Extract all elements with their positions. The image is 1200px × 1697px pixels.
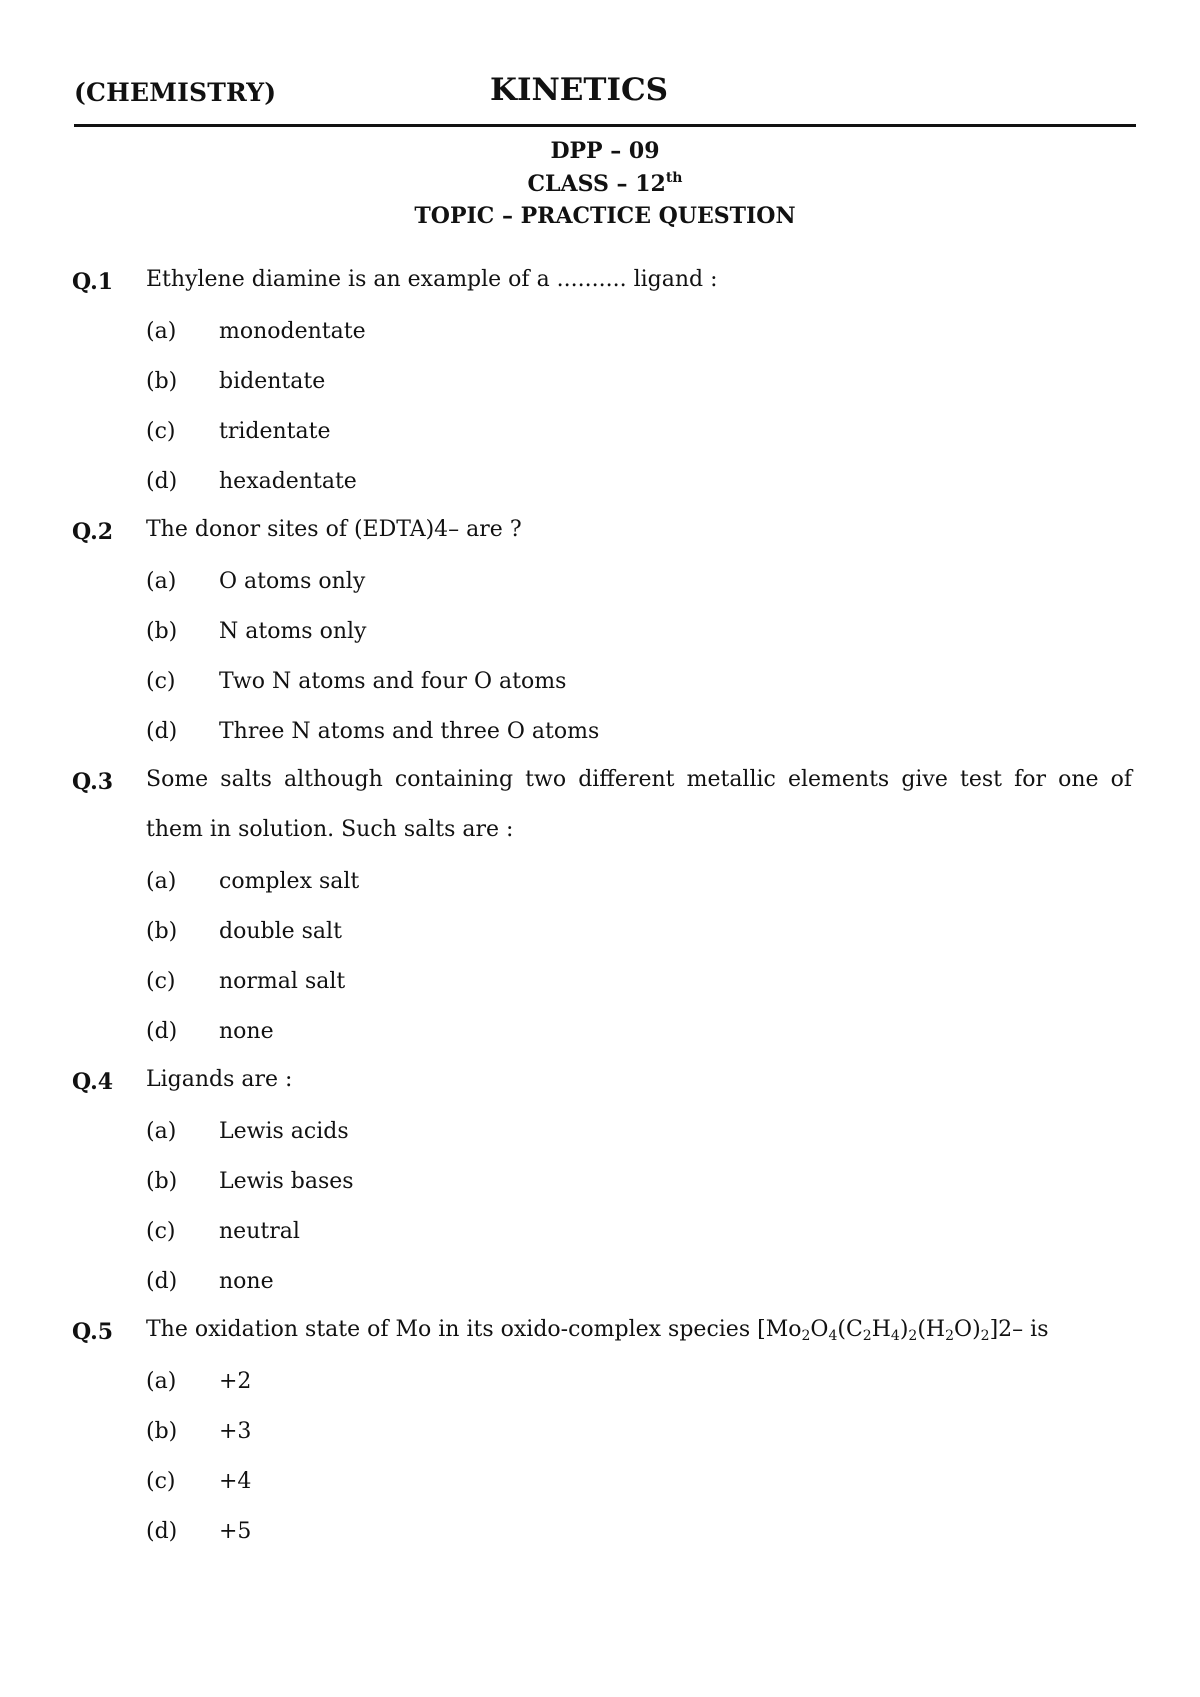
header-divider	[74, 124, 1136, 127]
option-letter: (c)	[146, 1469, 176, 1494]
option-letter: (a)	[146, 1119, 177, 1144]
option-letter: (d)	[146, 1019, 178, 1044]
page-title: KINETICS	[490, 72, 669, 108]
option-text: complex salt	[219, 869, 360, 894]
option-letter: (b)	[146, 619, 178, 644]
option-letter: (b)	[146, 369, 178, 394]
question-number: Q.3	[72, 769, 114, 795]
option-text: tridentate	[219, 419, 331, 444]
option-letter: (d)	[146, 1269, 178, 1294]
option-letter: (d)	[146, 719, 178, 744]
option-text: Three N atoms and three O atoms	[219, 719, 600, 744]
option-text: normal salt	[219, 969, 346, 994]
option-letter: (b)	[146, 1419, 178, 1444]
question-text: The donor sites of (EDTA)4– are ?	[146, 517, 522, 542]
option-text: hexadentate	[219, 469, 357, 494]
topic-label: TOPIC – PRACTICE QUESTION	[414, 203, 796, 229]
question-text-prefix: The oxidation state of Mo in its oxido-complex species	[146, 1317, 758, 1342]
option-text: none	[219, 1019, 274, 1044]
option-text: +5	[219, 1519, 252, 1544]
subject-label: (CHEMISTRY)	[74, 78, 277, 107]
option-letter: (c)	[146, 1219, 176, 1244]
dpp-label: DPP – 09	[550, 138, 660, 164]
option-text: Lewis acids	[219, 1119, 349, 1144]
option-letter: (a)	[146, 569, 177, 594]
option-text: +3	[219, 1419, 252, 1444]
option-text: double salt	[219, 919, 342, 944]
question-text: Ligands are :	[146, 1067, 293, 1092]
option-letter: (d)	[146, 469, 178, 494]
question-number: Q.5	[72, 1319, 114, 1345]
class-text: CLASS – 12	[527, 171, 666, 197]
option-letter: (c)	[146, 669, 176, 694]
option-text: Lewis bases	[219, 1169, 354, 1194]
question-text: Some salts although containing two different metallic elements give test for one of them in solution. Such salts are :	[146, 767, 1132, 842]
option-text: N atoms only	[219, 619, 367, 644]
option-text: bidentate	[219, 369, 326, 394]
option-text: +4	[219, 1469, 252, 1494]
option-letter: (b)	[146, 919, 178, 944]
question-text	[146, 1305, 1132, 1361]
class-suffix: th	[665, 170, 683, 186]
question-number: Q.1	[72, 269, 114, 295]
option-letter: (d)	[146, 1519, 178, 1544]
option-text: Two N atoms and four O atoms	[219, 669, 567, 694]
option-text: +2	[219, 1369, 252, 1394]
option-text: none	[219, 1269, 274, 1294]
option-letter: (c)	[146, 969, 176, 994]
option-letter: (a)	[146, 869, 177, 894]
question-text: Ethylene diamine is an example of a .......... ligand :	[146, 267, 718, 292]
question-number: Q.2	[72, 519, 114, 545]
option-letter: (a)	[146, 1369, 177, 1394]
class-label	[0, 170, 1200, 197]
option-text: monodentate	[219, 319, 366, 344]
question-number: Q.4	[72, 1069, 114, 1095]
option-letter: (c)	[146, 419, 176, 444]
option-letter: (a)	[146, 319, 177, 344]
option-letter: (b)	[146, 1169, 178, 1194]
option-text: O atoms only	[219, 569, 366, 594]
chemical-formula: $[Mo_2O_4(C_2H_4)_2(H_2O)_2]2-$ is	[757, 1317, 1049, 1344]
option-text: neutral	[219, 1219, 300, 1244]
